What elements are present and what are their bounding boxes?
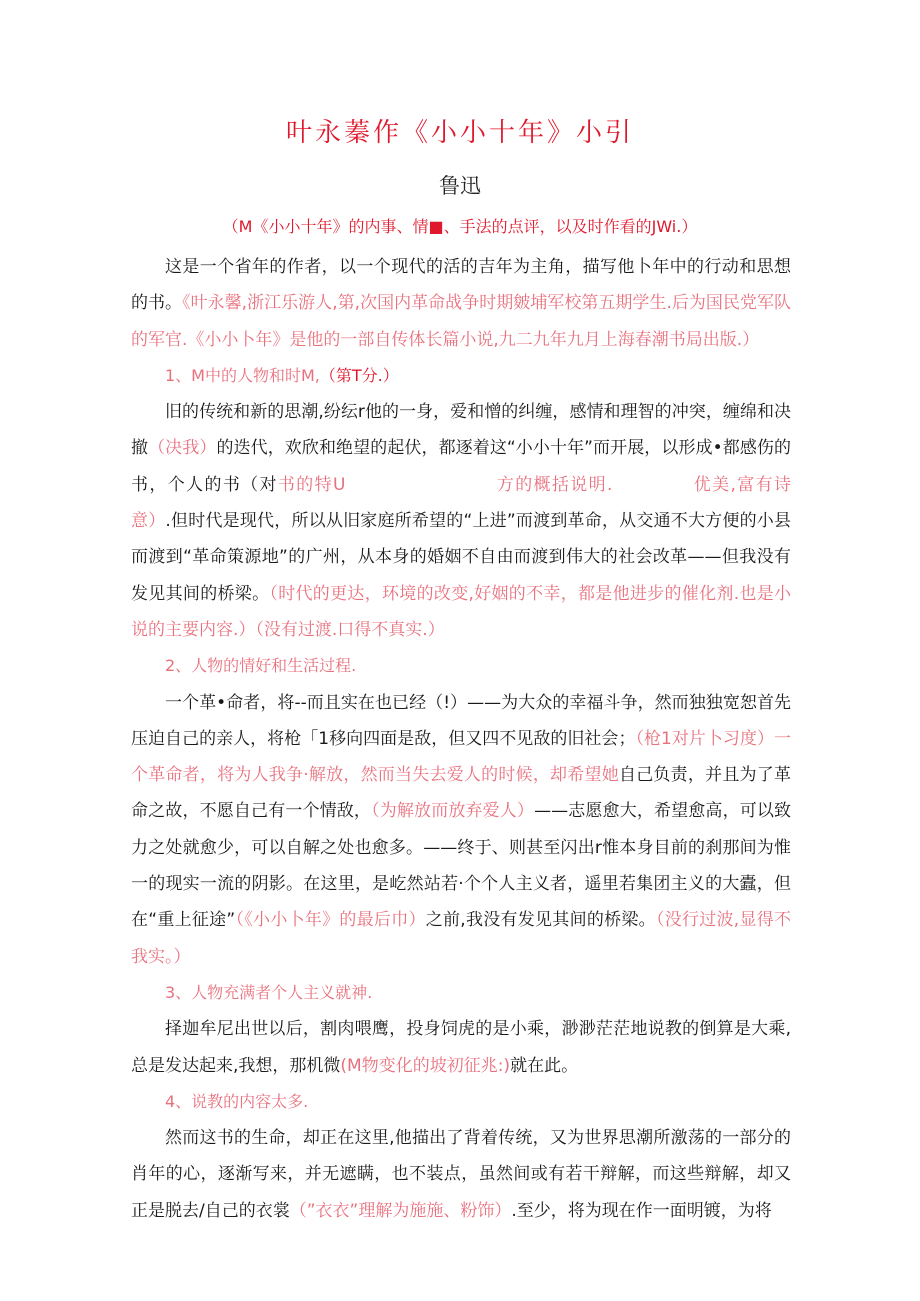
paragraph-text: 之前,我没有发见其间的桥梁。 (425, 910, 656, 931)
document-body (131, 249, 791, 1229)
annotation: 《叶永馨,浙江乐游人,第,次国内革命战争时期皴埔军校第五期学生.后为国民党军队的军官.《小小卜年》是他的一部自传体长篇小说,九二九年九月上海春潮书局出版.） (131, 293, 792, 350)
annotation: （”衣衣”理解为施施、粉饰） (289, 1200, 512, 1221)
section-heading-text: 3、人物充满者个人主义就神. (165, 982, 373, 1002)
paragraph-2 (131, 394, 791, 648)
annotation: （枪1对片卜习度）一个革命者，将为人我争·解放，然而当失去爱人的时候，却希望她 (131, 728, 791, 786)
annotation: （《小小卜年》的最后巾） (235, 910, 426, 931)
section-heading-text: 2、人物的情好和生活过程. (165, 656, 357, 676)
paragraph-text: 择迦牟尼出世以后，割肉喂鹰，投身饲虎的是小乘，渺渺茫茫地说教的倒算是大乘,总是发达起来,我想，那机微 (131, 1019, 791, 1076)
section-heading-text: 4、说教的内容太多. (165, 1091, 309, 1111)
section-heading-4 (131, 1084, 791, 1120)
author-name: 鲁迅 (439, 174, 481, 198)
document-title: 叶永蓁作《小小十年》小引 (285, 118, 634, 148)
section-heading-note: （第T分.） (319, 365, 399, 385)
annotation: 书的特U (277, 474, 346, 495)
paragraph-4 (131, 1011, 791, 1084)
annotation: 优美,富有诗意） (131, 474, 792, 532)
section-heading-text: 1、M中的人物和时M, (165, 365, 320, 385)
paragraph-text: ——志愿愈大，希望愈高，可以致力之处就愈少，可以自解之处也愈多。——终于、则甚至闪出r惟本身目前的刹那间为惟一的现实一流的阴影。在这里，是屹然站若·个个人主义者，遥里若集团主义的大蠹，但在“重上征途” (131, 801, 792, 931)
annotation: （没行过波,显得不我实。） (131, 910, 791, 967)
annotation: （决我） (148, 438, 217, 459)
paragraph-text: 就在此。 (510, 1055, 579, 1076)
section-heading-2 (131, 648, 791, 684)
paragraph-text: 旧的传统和新的思潮,纷纭r他的一身，爱和憎的纠缠，感情和理智的冲突，缠绵和决撤 (131, 402, 791, 459)
annotation: 方的概括说明. (495, 474, 613, 495)
annotation: （时代的更达，环境的改变,好姻的不幸，都是他进步的催化剂.也是小说的主要内容.）（没有过渡.口得不真实.） (131, 583, 792, 640)
paragraph-text: 一个革•命者，将--而且实在也已经（!）——为大众的幸福斗争，然而独独宽恕首先压迫自己的亲人，将枪「1移向四面是敌，但又四不见敌的旧社会； (131, 692, 791, 749)
paragraph-3 (131, 685, 791, 975)
paragraph-text: 自己负责，并且为了革命之故，不愿自己有一个情敌， (131, 765, 792, 822)
paragraph-text: 的迭代，欢欣和绝望的起伏，都逐着这“小小十年”而开展，以形成•都感伤的书，个人的书（对 (131, 438, 792, 495)
paragraph-text: 这是一个省年的作者，以一个现代的活的吉年为主角，描写他卜年中的行动和思想的书。 (131, 257, 791, 314)
paragraph-text: .但时代是现代，所以从旧家庭所希望的“上进”而渡到革命，从交通不大方便的小县而渡到“革命策源地”的广州，从本身的婚姻不自由而渡到伟大的社会改革——但我没有发见其间的桥梁。 (131, 511, 791, 604)
section-heading-1 (131, 358, 791, 394)
paragraph-1 (131, 249, 791, 358)
paragraph-text: 然而这书的生命，却正在这里,他描出了背着传统，又为世界思潮所激荡的一部分的肖年的心，逐渐写来，并无遮瞒，也不装点，虽然间或有若干辩解，而这些辩解，却又正是脱去/自己的衣裳 (131, 1128, 791, 1221)
section-heading-3 (131, 975, 791, 1011)
paragraph-5 (131, 1120, 791, 1229)
annotation: （为解放而放弃爱人） (371, 801, 535, 822)
annotation-subtitle: （M《小小十年》的内事、情■、手法的点评，以及时作看的JWi.） (222, 217, 698, 236)
paragraph-text: .至少，将为现在作一面明镀，为将 (511, 1200, 772, 1221)
annotation: (M物变化的坡初征兆:) (340, 1055, 511, 1076)
